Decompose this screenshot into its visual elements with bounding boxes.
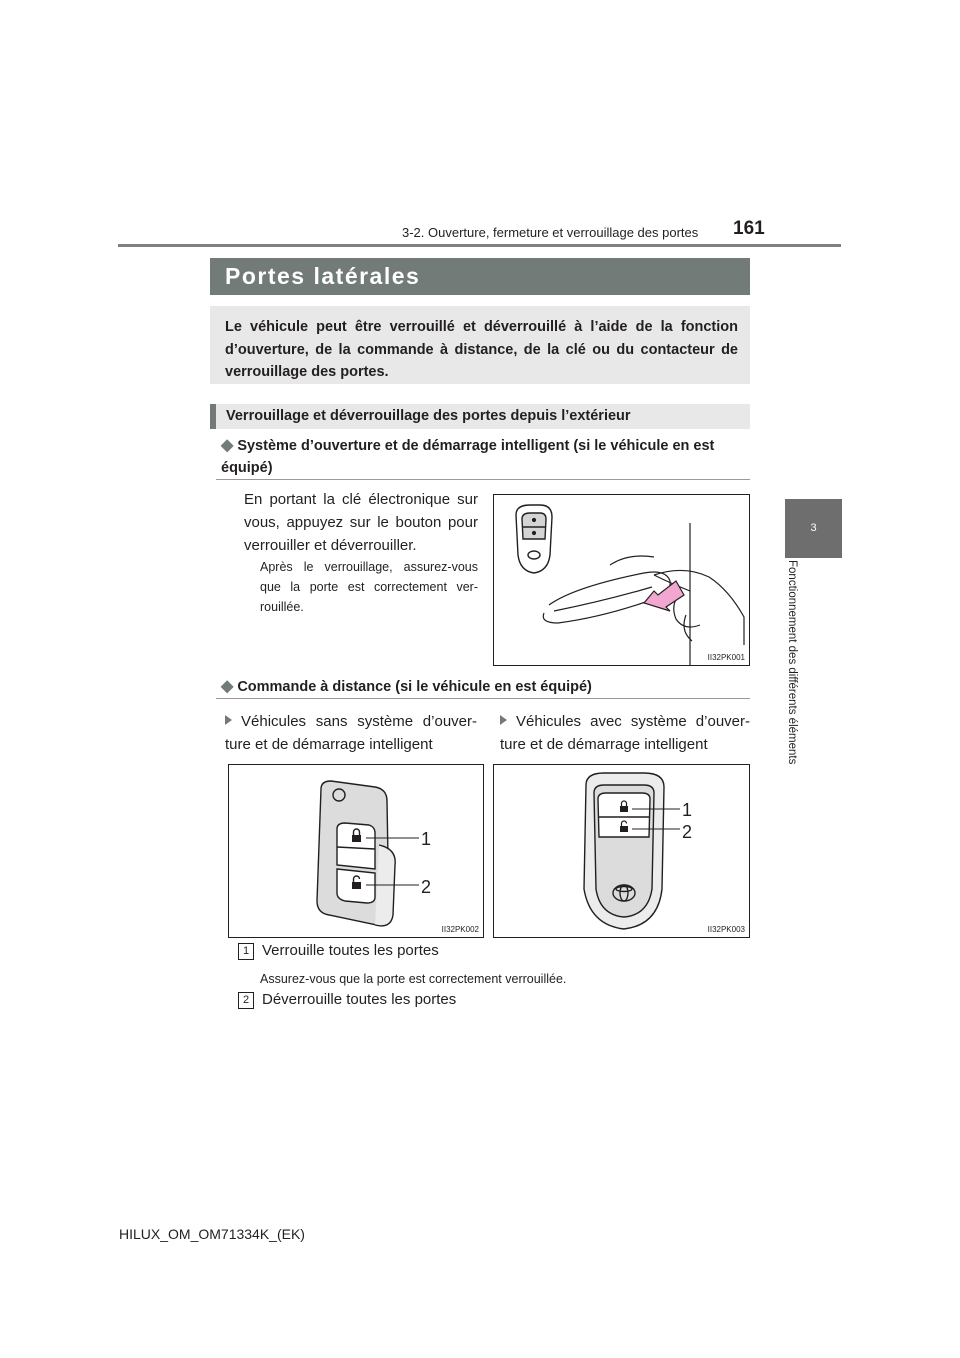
running-header: 3-2. Ouverture, fermeture et verrouillage des portes: [402, 225, 699, 240]
without-smart-text: Véhicules sans système d’ouver-ture et de démarrage intelligent: [225, 713, 477, 753]
smart-key-figure: [493, 764, 750, 938]
diamond-icon: ◆: [221, 678, 234, 695]
smart-system-body: En portant la clé électronique sur vous, appuyez sur le bouton pour verrouiller et déverrouiller.: [244, 491, 478, 554]
remote-heading-text: Commande à distance (si le véhicule en est équipé): [237, 679, 592, 695]
chapter-title: [770, 560, 810, 800]
diamond-icon: ◆: [221, 437, 234, 454]
callout-1: 1: [682, 800, 693, 820]
heading-rule: [216, 698, 750, 699]
footer-code: HILUX_OM_OM71334K_(EK): [119, 1226, 305, 1242]
smart-key-illustration: [494, 765, 749, 937]
flip-key-illustration: [229, 765, 483, 937]
callout-2: 2: [421, 877, 432, 897]
intro-text: Le véhicule peut être verrouillé et déverrouillé à l’aide de la fonction d’ouverture, de la commande à distance, de la clé ou du contacteur de verrouillage des portes.: [225, 319, 738, 380]
item-2-text: Déverrouille toutes les portes: [262, 991, 457, 1008]
intro-box: [210, 306, 750, 384]
door-handle-illustration: [494, 495, 749, 665]
item-1-text: Verrouille toutes les portes: [262, 942, 439, 959]
page-number: 161: [733, 218, 765, 239]
door-handle-figure: [493, 494, 750, 666]
callout-2: 2: [682, 822, 693, 842]
heading-rule: [216, 479, 750, 480]
triangle-bullet-icon: [225, 715, 232, 725]
chapter-title-text: Fonctionnement des différents éléments: [786, 560, 798, 765]
smart-key-icon: [516, 505, 552, 573]
number-badge: 1: [238, 943, 254, 960]
remote-heading: [221, 676, 749, 698]
item-1-note: Assurez-vous que la porte est correctement verrouillée.: [260, 972, 567, 986]
page-title: Portes latérales: [210, 258, 750, 295]
figure-code: II32PK002: [441, 925, 479, 934]
with-smart-label: [500, 710, 750, 756]
smart-system-heading-text: Système d’ouverture et de démarrage intelligent (si le véhicule en est équipé): [221, 438, 715, 476]
flip-key-figure: [228, 764, 484, 938]
number-badge: 2: [238, 992, 254, 1009]
smart-system-note: Après le verrouillage, assurez-vous que la porte est correctement ver-rouillée.: [260, 560, 478, 614]
callout-1: 1: [421, 829, 432, 849]
with-smart-text: Véhicules avec système d’ouver-ture et de démarrage intelligent: [500, 713, 750, 753]
chapter-tab: 3: [785, 499, 842, 558]
item-2: [238, 991, 456, 1009]
header-rule: [118, 244, 841, 247]
figure-code: II32PK001: [707, 653, 745, 662]
item-1: [238, 942, 439, 960]
smart-system-heading: [221, 435, 749, 479]
triangle-bullet-icon: [500, 715, 507, 725]
press-arrow-icon: [644, 581, 684, 611]
without-smart-label: [225, 710, 477, 756]
subsection-heading: Verrouillage et déverrouillage des portes depuis l’extérieur: [210, 404, 750, 429]
figure-code: II32PK003: [707, 925, 745, 934]
